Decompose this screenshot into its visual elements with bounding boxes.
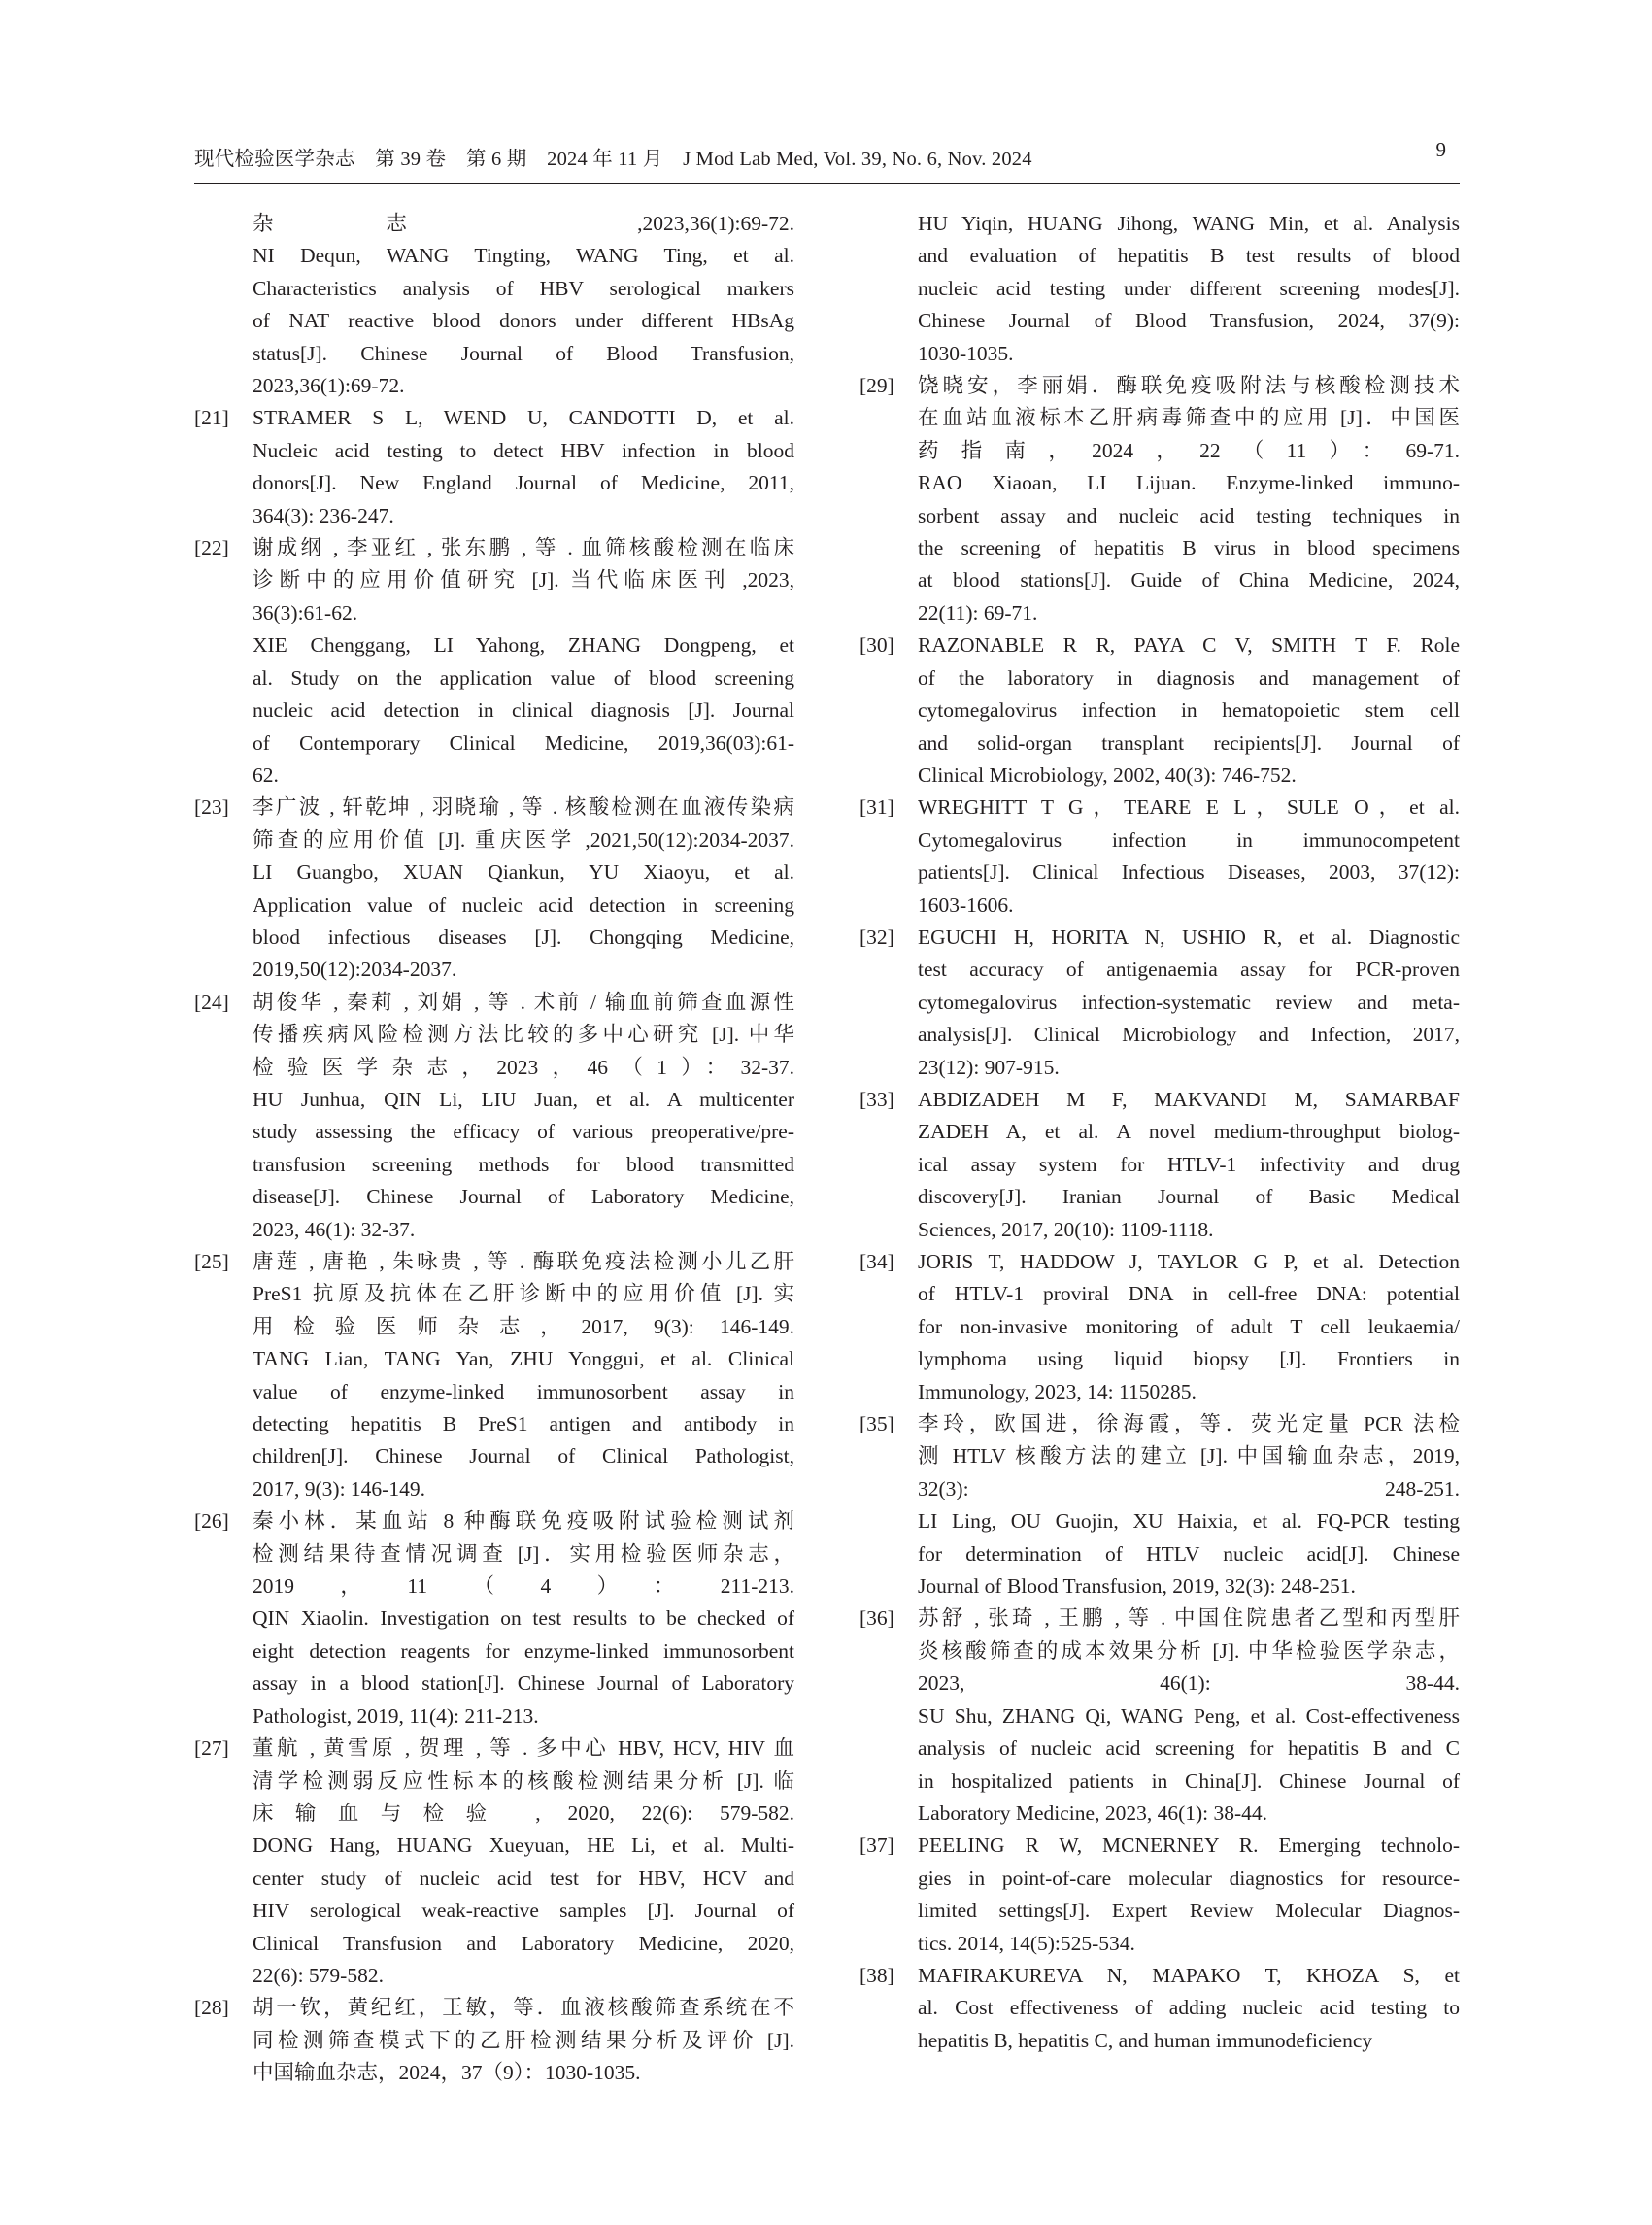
reference-line: 2019，11（4）：211-213. xyxy=(253,1574,794,1599)
reference-line: SU Shu, ZHANG Qi, WANG Peng, et al. Cost-effectiveness xyxy=(918,1703,1460,1728)
reference-line: WREGHITT T G，TEARE E L，SULE O，et al. xyxy=(918,795,1460,820)
reference-line: 2019,50(12):2034-2037. xyxy=(253,958,457,982)
reference-number: [23] xyxy=(194,795,229,820)
reference-line: al. Cost effectiveness of adding nucleic acid testing to xyxy=(918,1996,1460,2020)
reference-line: 苏舒 , 张琦 , 王鹏 , 等 . 中国住院患者乙型和丙型肝 xyxy=(918,1606,1460,1631)
reference-line: HU Junhua, QIN Li, LIU Juan, et al. A multicenter xyxy=(253,1087,794,1111)
reference-line: 李玲，欧国进，徐海霞，等．荧光定量 PCR 法检 xyxy=(918,1412,1460,1436)
reference-line: of Contemporary Clinical Medicine, 2019,36(03):61- xyxy=(253,730,794,755)
reference-line: JORIS T, HADDOW J, TAYLOR G P, et al. Detection xyxy=(918,1250,1460,1273)
reference-line: cytomegalovirus infection-systematic review and meta- xyxy=(918,990,1460,1014)
reference-line: patients[J]. Clinical Infectious Diseases, 2003, 37(12): xyxy=(918,860,1460,885)
reference-line: 2023, 46(1): 32-37. xyxy=(253,1217,416,1241)
reference-number: [36] xyxy=(860,1606,894,1631)
reference-line: PreS1 抗原及抗体在乙肝诊断中的应用价值 [J]. 实 xyxy=(253,1282,794,1306)
reference-line: STRAMER S L, WEND U, CANDOTTI D, et al. xyxy=(253,406,794,430)
reference-line: 22(11): 69-71. xyxy=(918,600,1038,624)
reference-entry xyxy=(860,1408,1460,1602)
reference-number: [33] xyxy=(860,1087,894,1111)
reference-line: Clinical Microbiology, 2002, 40(3): 746-752. xyxy=(918,762,1297,787)
reference-line: HIV serological weak-reactive samples [J]. Journal of xyxy=(253,1899,794,1923)
reference-line: 1603-1606. xyxy=(918,893,1014,917)
reference-line: LI Guangbo, XUAN Qiankun, YU Xiaoyu, et al. xyxy=(253,860,794,885)
reference-number: [30] xyxy=(860,633,894,657)
reference-entry xyxy=(860,629,1460,792)
reference-line: hepatitis B, hepatitis C, and human immunodeficiency xyxy=(918,2028,1373,2052)
reference-line: RAZONABLE R R, PAYA C V, SMITH T F. Role xyxy=(918,633,1460,657)
reference-line: 检测结果待查情况调查 [J]．实用检验医师杂志， xyxy=(253,1541,794,1566)
reference-line: of NAT reactive blood donors under different HBsAg xyxy=(253,309,794,333)
reference-entry xyxy=(860,1602,1460,1830)
reference-line: 炎核酸筛查的成本效果分析 [J]. 中华检验医学杂志， xyxy=(918,1638,1460,1663)
right-column-references xyxy=(860,208,1460,2057)
reference-line: 在血站血液标本乙肝病毒筛查中的应用 [J]．中国医 xyxy=(918,406,1460,430)
reference-entry xyxy=(194,1505,794,1733)
reference-line: Nucleic acid testing to detect HBV infection in blood xyxy=(253,438,794,462)
reference-entry xyxy=(860,1830,1460,1960)
reference-line: 谢成纲 , 李亚红 , 张东鹏 , 等 . 血筛核酸检测在临床 xyxy=(253,536,794,560)
reference-line: eight detection reagents for enzyme-linked immunosorbent xyxy=(253,1638,794,1663)
reference-line: 23(12): 907-915. xyxy=(918,1055,1060,1079)
reference-entry xyxy=(194,987,794,1246)
reference-line: of HTLV-1 proviral DNA in cell-free DNA: potential xyxy=(918,1282,1460,1306)
reference-line: HU Yiqin, HUANG Jihong, WANG Min, et al. Analysis xyxy=(918,212,1460,235)
reference-number: [34] xyxy=(860,1250,894,1273)
reference-entry xyxy=(860,922,1460,1084)
reference-line: Journal of Blood Transfusion, 2019, 32(3): 248-251. xyxy=(918,1574,1356,1599)
reference-line: discovery[J]. Iranian Journal of Basic Medical xyxy=(918,1185,1460,1209)
reference-line: and solid-organ transplant recipients[J]. Journal of xyxy=(918,730,1460,755)
reference-line: 筛查的应用价值 [J]. 重庆医学 ,2021,50(12):2034-2037. xyxy=(253,827,794,852)
page-number: 9 xyxy=(1435,138,1446,161)
reference-line: analysis[J]. Clinical Microbiology and Infection, 2017, xyxy=(918,1023,1460,1047)
reference-number: [24] xyxy=(194,990,229,1014)
reference-entry xyxy=(860,1246,1460,1408)
reference-line: 胡俊华 , 秦莉 , 刘娟 , 等 . 术前 / 输血前筛查血源性 xyxy=(253,990,794,1014)
reference-entry xyxy=(860,370,1460,629)
reference-number: [29] xyxy=(860,374,894,398)
reference-line: detecting hepatitis B PreS1 antigen and antibody in xyxy=(253,1412,794,1436)
reference-line: 传播疾病风险检测方法比较的多中心研究 [J]. 中华 xyxy=(253,1023,794,1047)
reference-entry xyxy=(194,1992,794,2089)
reference-line: 董航 , 黄雪原 , 贺理 , 等 . 多中心 HBV, HCV, HIV 血 xyxy=(253,1736,794,1761)
reference-line: 胡一钦，黄纪红，王敏，等．血液核酸筛查系统在不 xyxy=(253,1996,794,2020)
reference-line: TANG Lian, TANG Yan, ZHU Yonggui, et al. Clinical xyxy=(253,1347,794,1371)
reference-line: test accuracy of antigenaemia assay for PCR-proven xyxy=(918,958,1460,982)
reference-line: assay in a blood station[J]. Chinese Journal of Laboratory xyxy=(253,1671,794,1696)
reference-line: 2023, 46(1): 38-44. xyxy=(918,1671,1460,1696)
reference-number: [27] xyxy=(194,1736,229,1761)
reference-line: in hospitalized patients in China[J]. Chinese Journal of xyxy=(918,1769,1460,1793)
reference-number: [32] xyxy=(860,925,894,949)
reference-line: analysis of nucleic acid screening for hepatitis B and C xyxy=(918,1736,1460,1761)
reference-continuation xyxy=(860,208,1460,370)
reference-line: 检验医学杂志，2023，46（1）：32-37. xyxy=(253,1055,794,1079)
reference-line: 62. xyxy=(253,762,279,787)
reference-line: PEELING R W, MCNERNEY R. Emerging technolo- xyxy=(918,1834,1460,1858)
running-header xyxy=(194,138,1460,184)
journal-info: 现代检验医学杂志 第 39 卷 第 6 期 2024 年 11 月 J Mod Lab Med, Vol. 39, No. 6, Nov. 2024 xyxy=(194,149,1032,170)
left-column-references xyxy=(194,208,794,2090)
reference-continuation xyxy=(194,208,794,402)
reference-line: NI Dequn, WANG Tingting, WANG Ting, et al. xyxy=(253,244,794,268)
reference-line: of the laboratory in diagnosis and management of xyxy=(918,665,1460,690)
reference-line: 中国输血杂志，2024，37（9）：1030-1035. xyxy=(253,2061,641,2085)
reference-line: 清学检测弱反应性标本的核酸检测结果分析 [J]. 临 xyxy=(253,1769,794,1793)
reference-line: Sciences, 2017, 20(10): 1109-1118. xyxy=(918,1217,1214,1241)
reference-line: 诊断中的应用价值研究 [J]. 当代临床医刊 ,2023, xyxy=(253,568,794,592)
reference-line: 1030-1035. xyxy=(918,341,1014,365)
reference-line: 饶晓安，李丽娟．酶联免疫吸附法与核酸检测技术 xyxy=(918,374,1460,398)
reference-line: limited settings[J]. Expert Review Molecular Diagnos- xyxy=(918,1899,1460,1923)
reference-line: and evaluation of hepatitis B test results of blood xyxy=(918,244,1460,268)
reference-line: 2023,36(1):69-72. xyxy=(253,374,405,398)
reference-line: RAO Xiaoan, LI Lijuan. Enzyme-linked immuno- xyxy=(918,471,1460,495)
reference-line: 36(3):61-62. xyxy=(253,600,358,624)
reference-number: [21] xyxy=(194,406,229,430)
reference-line: for non-invasive monitoring of adult T cell leukaemia/ xyxy=(918,1314,1460,1338)
reference-line: transfusion screening methods for blood transmitted xyxy=(253,1152,794,1176)
reference-line: MAFIRAKUREVA N, MAPAKO T, KHOZA S, et xyxy=(918,1963,1460,1987)
reference-line: 测 HTLV 核酸方法的建立 [J]. 中国输血杂志，2019, xyxy=(918,1444,1460,1468)
reference-line: 2017, 9(3): 146-149. xyxy=(253,1476,425,1500)
reference-line: blood infectious diseases [J]. Chongqing Medicine, xyxy=(253,925,794,949)
reference-number: [28] xyxy=(194,1996,229,2020)
reference-line: 床输血与检验 , 2020, 22(6): 579-582. xyxy=(253,1801,794,1825)
reference-entry xyxy=(194,792,794,986)
reference-line: ABDIZADEH M F, MAKVANDI M, SAMARBAF xyxy=(918,1087,1460,1111)
reference-entry xyxy=(194,1246,794,1505)
reference-line: for determination of HTLV nucleic acid[J]. Chinese xyxy=(918,1541,1460,1566)
reference-line: cytomegalovirus infection in hematopoietic stem cell xyxy=(918,698,1460,723)
reference-line: DONG Hang, HUANG Xueyuan, HE Li, et al. Multi- xyxy=(253,1834,794,1858)
reference-line: 364(3): 236-247. xyxy=(253,503,394,527)
reference-line: QIN Xiaolin. Investigation on test results to be checked of xyxy=(253,1606,794,1631)
reference-line: 32(3): 248-251. xyxy=(918,1476,1460,1500)
reference-line: value of enzyme-linked immunosorbent assay in xyxy=(253,1379,794,1403)
reference-entry xyxy=(860,792,1460,922)
reference-entry xyxy=(194,1733,794,1992)
reference-number: [22] xyxy=(194,536,229,560)
reference-line: Chinese Journal of Blood Transfusion, 2024, 37(9): xyxy=(918,309,1460,333)
reference-line: 杂志 ,2023,36(1):69-72. xyxy=(253,212,794,235)
reference-line: study assessing the efficacy of various preoperative/pre- xyxy=(253,1120,794,1144)
reference-line: 秦小林．某血站 8 种酶联免疫吸附试验检测试剂 xyxy=(253,1509,794,1534)
reference-line: 22(6): 579-582. xyxy=(253,1963,384,1987)
reference-line: 同检测筛查模式下的乙肝检测结果分析及评价 [J]. xyxy=(253,2028,794,2052)
reference-line: EGUCHI H, HORITA N, USHIO R, et al. Diagnostic xyxy=(918,925,1460,949)
reference-line: Application value of nucleic acid detection in screening xyxy=(253,893,794,917)
reference-number: [25] xyxy=(194,1250,229,1273)
reference-line: gies in point-of-care molecular diagnostics for resource- xyxy=(918,1866,1460,1890)
reference-entry xyxy=(860,1084,1460,1246)
reference-line: the screening of hepatitis B virus in blood specimens xyxy=(918,536,1460,560)
reference-line: Laboratory Medicine, 2023, 46(1): 38-44. xyxy=(918,1801,1268,1825)
reference-line: XIE Chenggang, LI Yahong, ZHANG Dongpeng, et xyxy=(253,633,794,657)
reference-line: center study of nucleic acid test for HBV, HCV and xyxy=(253,1866,794,1890)
reference-line: al. Study on the application value of blood screening xyxy=(253,665,794,690)
reference-line: 李广波 , 轩乾坤 , 羽晓瑜 , 等 . 核酸检测在血液传染病 xyxy=(253,795,794,820)
reference-line: LI Ling, OU Guojin, XU Haixia, et al. FQ-PCR testing xyxy=(918,1509,1460,1534)
reference-line: Pathologist, 2019, 11(4): 211-213. xyxy=(253,1703,539,1728)
reference-entry xyxy=(860,1960,1460,2057)
reference-line: sorbent assay and nucleic acid testing techniques in xyxy=(918,503,1460,527)
reference-line: Clinical Transfusion and Laboratory Medicine, 2020, xyxy=(253,1931,794,1955)
reference-line: status[J]. Chinese Journal of Blood Transfusion, xyxy=(253,341,794,365)
reference-line: children[J]. Chinese Journal of Clinical Pathologist, xyxy=(253,1444,794,1468)
reference-line: Characteristics analysis of HBV serological markers xyxy=(253,276,794,300)
reference-line: donors[J]. New England Journal of Medicine, 2011, xyxy=(253,471,794,495)
reference-line: 用检验医师杂志，2017, 9(3): 146-149. xyxy=(253,1314,794,1338)
reference-number: [26] xyxy=(194,1509,229,1534)
reference-line: 药指南，2024，22（11）：69-71. xyxy=(918,438,1460,462)
reference-line: nucleic acid detection in clinical diagnosis [J]. Journal xyxy=(253,698,794,723)
reference-number: [31] xyxy=(860,795,894,820)
reference-entry xyxy=(194,402,794,532)
reference-number: [35] xyxy=(860,1412,894,1436)
reference-number: [38] xyxy=(860,1963,894,1987)
reference-line: 唐莲 , 唐艳 , 朱咏贵 , 等 . 酶联免疫法检测小儿乙肝 xyxy=(253,1250,794,1273)
reference-line: Immunology, 2023, 14: 1150285. xyxy=(918,1379,1197,1403)
reference-entry xyxy=(194,532,794,792)
reference-line: disease[J]. Chinese Journal of Laboratory Medicine, xyxy=(253,1185,794,1209)
reference-line: Cytomegalovirus infection in immunocompetent xyxy=(918,827,1460,852)
reference-line: lymphoma using liquid biopsy [J]. Frontiers in xyxy=(918,1347,1460,1371)
reference-line: ical assay system for HTLV-1 infectivity and drug xyxy=(918,1152,1460,1176)
reference-number: [37] xyxy=(860,1834,894,1858)
reference-line: nucleic acid testing under different screening modes[J]. xyxy=(918,276,1460,300)
reference-line: ZADEH A, et al. A novel medium-throughput biolog- xyxy=(918,1120,1460,1144)
reference-line: at blood stations[J]. Guide of China Medicine, 2024, xyxy=(918,568,1460,592)
reference-line: tics. 2014, 14(5):525-534. xyxy=(918,1931,1135,1955)
